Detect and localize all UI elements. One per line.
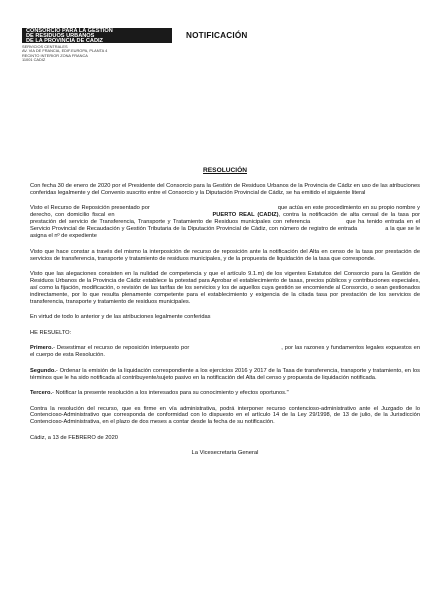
intro-paragraph: Con fecha 30 de enero de 2020 por el Presidente del Consorcio para la Gestión de Residuos Urbanos de la Provincia de Cádiz en uso de las atribuciones conferidas legalmente y del Convenio suscrito entre el Consorcio y la Diputación Provincial de Cádiz, se ha emitido el siguiente literal <box>30 183 420 196</box>
recurso-contencioso-paragraph: Contra la resolución del recurso, que es firme en vía administrativa, podrá interponer recurso contencioso-administrativo ante el Juzgado de lo Contencioso-Administrativo que corresponda de conformidad con lo dispuesto en el artículo 14 de la Ley 29/1998, de 13 de julio, de la Jurisdicción Contencioso-Administrativa, en el plazo de dos meses a contar desde la fecha de su notificación. <box>30 405 420 426</box>
logo-line-2: DE RESIDUOS URBANOS <box>26 33 95 39</box>
segundo-label: Segundo. <box>30 367 56 374</box>
p2-part-e: a la que se le asigna el nº de expediente <box>30 226 420 240</box>
address-line-3: RECINTO INTERIOR ZONA FRANCA <box>22 52 88 58</box>
address-line-2: AV. VIA DE FRANCIA, EDIF.EUROPA, PLANTA 4 <box>22 48 108 54</box>
segundo-text: - Ordenar la emisión de la liquidación correspondiente a los ejercicios 2016 y 2017 de la Tasa de transferencia, transporte y tratamiento, en los términos que le ha sido notificada al contribuyente/sujeto pasivo en la notificación del Alta del censo y propuesta de liquidación notificada. <box>30 367 420 381</box>
consortium-logo <box>22 28 172 43</box>
tercero-text: - Notificar la presente resolución a los interesados para su conocimiento y efectos oportunos." <box>52 390 289 397</box>
visto-recurso-paragraph <box>30 205 420 240</box>
p2-part-d: que ha tenido entrada en el Servicio Provincial de Recaudación y Gestión Tributaria de la Diputación Provincial de Cádiz, con número de registro de entrada <box>30 219 420 233</box>
p2-part-b: que actúa en este procedimiento en su propio nombre y derecho, con domicilio fiscal en <box>30 205 420 219</box>
p2-part-a: Visto el Recurso de Reposición presentado por <box>30 205 150 212</box>
primero-label: Primero. <box>30 345 54 352</box>
primero-text-a: - Desestimar el recurso de reposición interpuesto por <box>53 345 190 352</box>
resolution-heading: RESOLUCIÓN <box>203 167 247 174</box>
tercero-paragraph <box>30 390 420 397</box>
tercero-label: Tercero. <box>30 390 53 397</box>
address-line-1: SERVICIOS CENTRALES <box>22 44 68 49</box>
segundo-paragraph <box>30 368 420 382</box>
issue-date: Cádiz, a 13 de FEBRERO de 2020 <box>30 434 118 441</box>
sender-address <box>22 45 107 62</box>
primero-paragraph <box>30 345 420 359</box>
document-title: NOTIFICACIÓN <box>186 31 248 40</box>
signature-line: La Vicesecretaria General <box>191 450 259 457</box>
resolution-body <box>30 167 420 456</box>
p2-part-c: , contra la notificación de alta censal de la tasa por prestación del servicio de Transferencia, Transporte y Tratamiento de Residuos municipales con referencia <box>30 212 420 226</box>
he-resuelto: HE RESUELTO: <box>30 329 72 336</box>
alegaciones-paragraph: Visto que las alegaciones consisten en la nulidad de competencia y que el artículo 9.1.m) de los vigentes Estatutos del Consorcio para la Gestión de Residuos Urbanos de la Provincia de Cádiz establece la potestad para Aprobar el establecimiento de tasas, precios públicos y contribuciones especiales, así como la fijación, modificación, o revisión de las tarifas de los servicios y los de aquellos cuya gestión se encomiende al Consorcio, o sean gestionados indirectamente, por lo que resulta plenamente competente para el establecimiento y exigencia de la citada tasa por prestación de los servicios de transferencia, transporte y tratamiento de residuos municipales. <box>30 271 420 305</box>
logo-line-1: CONSORCIO PARA LA GESTIÓN <box>26 28 113 34</box>
p2-city: PUERTO REAL (CADIZ) <box>212 212 279 219</box>
address-line-4: 11001 CADIZ <box>22 56 46 62</box>
en-virtud-paragraph: En virtud de todo lo anterior y de las atribuciones legalmente conferidas <box>30 314 211 321</box>
visto-constar-paragraph: Visto que hace constar a través del mismo la interposición de recurso de reposición ante la notificación del Alta en censo de la tasa por prestación de servicios de transferencia, transporte y tratamiento de residuos municipales, y de la propuesta de liquidación de la tasa que corresponde. <box>30 248 420 262</box>
primero-text-b: , por las razones y fundamentos legales expuestos en el cuerpo de esta Resolución. <box>30 345 421 359</box>
logo-line-3: DE LA PROVINCIA DE CADIZ <box>26 38 103 44</box>
